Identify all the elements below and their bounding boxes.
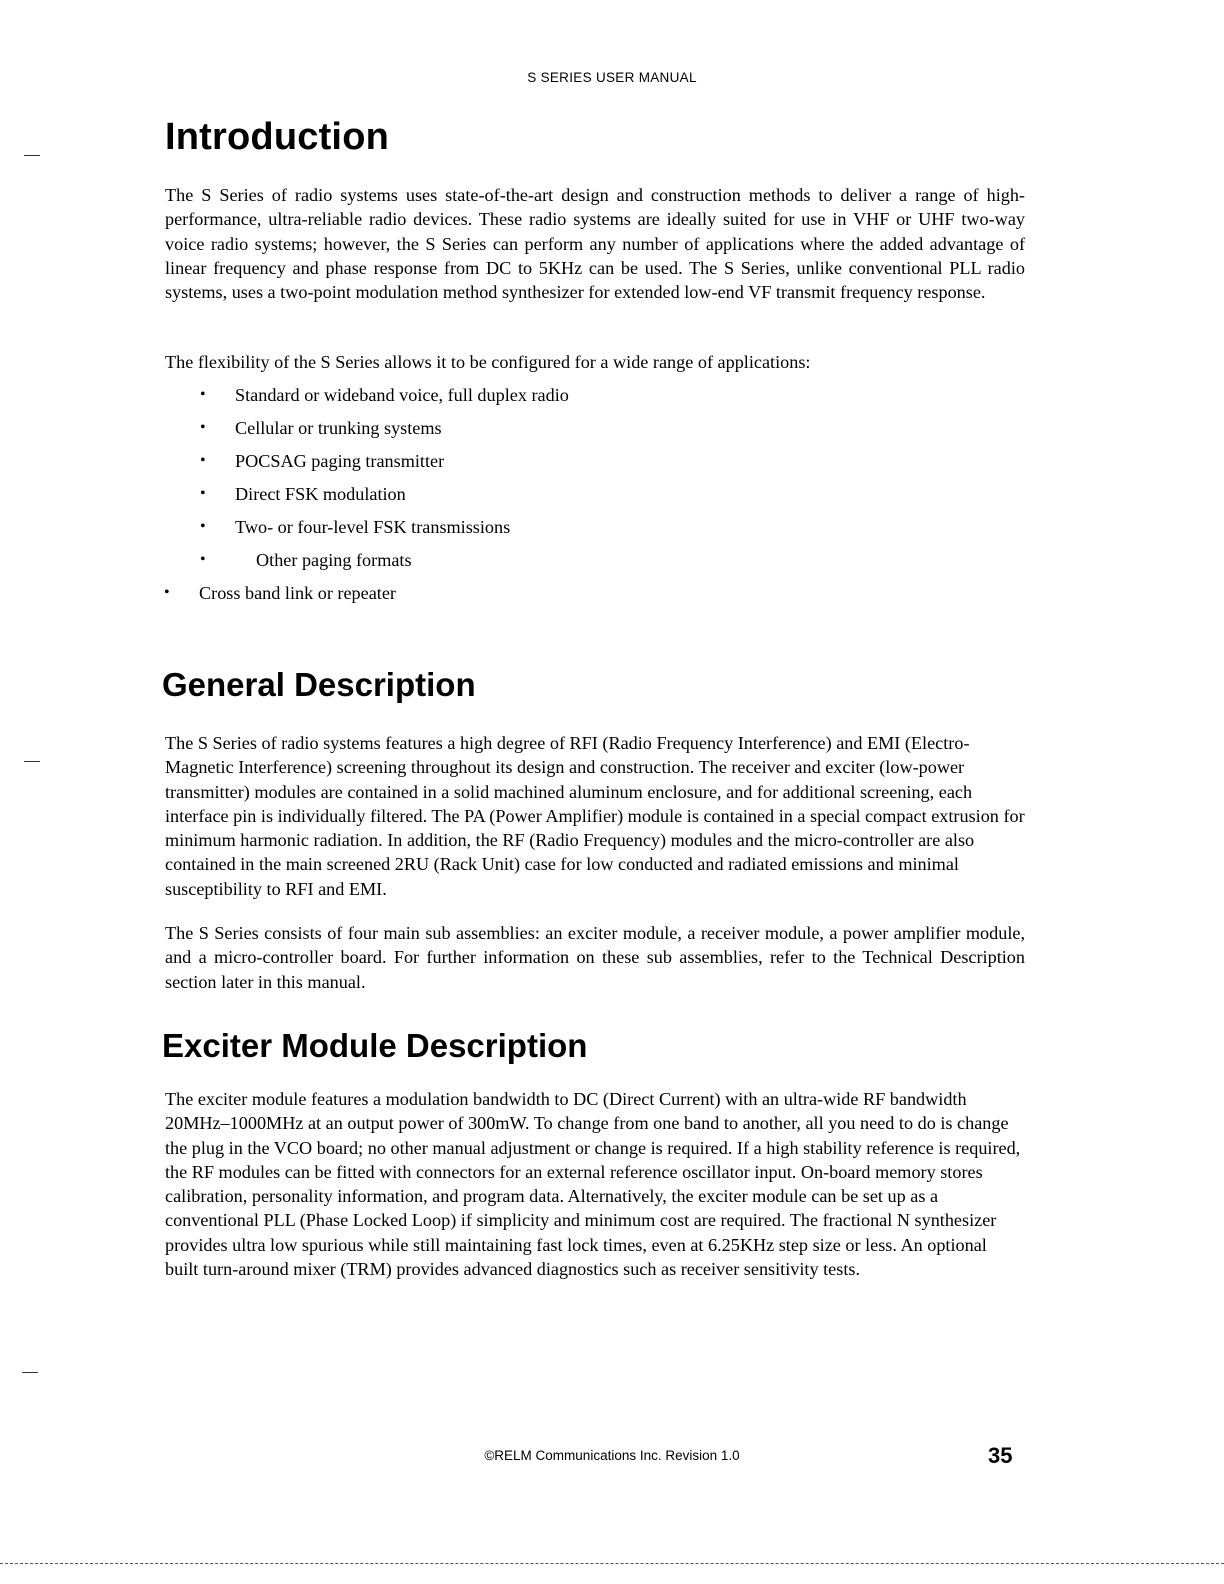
bullet-icon: • bbox=[200, 419, 206, 436]
list-item bbox=[200, 548, 800, 581]
introduction-heading: Introduction bbox=[165, 116, 390, 158]
running-header: S SERIES USER MANUAL bbox=[527, 70, 697, 85]
exciter-module-paragraph-1: The exciter module features a modulation bandwidth to DC (Direct Current) with an ultra-wide RF bandwidth 20MHz–1000MHz at an output power of 300mW. To change from one band to another, all you need to do is change the plug in the VCO board; no other manual adjustment or change is required. If a high stability reference is required, the RF modules can be fitted with connectors for an external reference oscillator input. On-board memory stores calibration, personality information, and program data. Alternatively, the exciter module can be set up as a conventional PLL (Phase Locked Loop) if simplicity and minimum cost are required. The fractional N synthesizer provides ultra low spurious while still maintaining fast lock times, even at 6.25KHz step size or less. An optional built turn-around mixer (TRM) provides advanced diagnostics such as receiver sensitivity tests. bbox=[165, 1089, 1021, 1280]
list-item bbox=[200, 416, 800, 449]
margin-mark bbox=[24, 155, 40, 156]
general-description-paragraph-1: The S Series of radio systems features a high degree of RFI (Radio Frequency Interference) and EMI (Electro-Magnetic Interference) screening throughout its design and construction. The receiver and exciter (low-power transmitter) modules are contained in a solid machined aluminum enclosure, and for additional screening, each interface pin is individually filtered. The PA (Power Amplifier) module is contained in a special compact extrusion for minimum harmonic radiation. In addition, the RF (Radio Frequency) modules and the micro-controller are also contained in the main screened 2RU (Rack Unit) case for low conducted and radiated emissions and minimal susceptibility to RFI and EMI. bbox=[165, 733, 1025, 899]
general-description-heading: General Description bbox=[162, 666, 476, 703]
page-number: 35 bbox=[988, 1443, 1013, 1468]
list-item-text: Cross band link or repeater bbox=[199, 583, 396, 603]
bullet-icon: • bbox=[200, 518, 206, 535]
list-item-text: Other paging formats bbox=[256, 550, 412, 570]
list-item-text: Standard or wideband voice, full duplex radio bbox=[235, 385, 569, 405]
list-item bbox=[200, 482, 800, 515]
bullet-icon: • bbox=[200, 386, 206, 403]
list-item bbox=[164, 581, 764, 614]
list-item bbox=[200, 515, 800, 548]
general-description-paragraph-2: The S Series consists of four main sub assemblies: an exciter module, a receiver module, a power amplifier module, and a micro-controller board. For further information on these sub assemblies, refer to the Technical Description section later in this manual. bbox=[165, 923, 1025, 992]
list-item-text: POCSAG paging transmitter bbox=[235, 451, 445, 471]
introduction-paragraph-2: The flexibility of the S Series allows it to be configured for a wide range of applications: bbox=[165, 352, 811, 372]
list-item bbox=[200, 449, 800, 482]
bullet-icon: • bbox=[200, 485, 206, 502]
list-item-text: Direct FSK modulation bbox=[235, 484, 406, 504]
bullet-icon: • bbox=[200, 452, 206, 469]
bullet-icon: • bbox=[200, 551, 206, 568]
bullet-icon: • bbox=[164, 584, 170, 601]
footer-copyright: ©RELM Communications Inc. Revision 1.0 bbox=[484, 1448, 740, 1463]
list-item bbox=[200, 383, 800, 416]
margin-mark bbox=[24, 761, 40, 762]
applications-list-continued bbox=[164, 581, 764, 614]
exciter-module-heading: Exciter Module Description bbox=[162, 1027, 588, 1064]
margin-mark bbox=[22, 1372, 38, 1373]
bottom-scan-line bbox=[0, 1563, 1224, 1564]
list-item-text: Two- or four-level FSK transmissions bbox=[235, 517, 511, 537]
introduction-paragraph-1: The S Series of radio systems uses state-of-the-art design and construction methods to deliver a range of high-performance, ultra-reliable radio devices. These radio systems are ideally suited for use in VHF or UHF two-way voice radio systems; however, the S Series can perform any number of applications where the added advantage of linear frequency and phase response from DC to 5KHz can be used. The S Series, unlike conventional PLL radio systems, uses a two-point modulation method synthesizer for extended low-end VF transmit frequency response. bbox=[165, 185, 1025, 303]
list-item-text: Cellular or trunking systems bbox=[235, 418, 442, 438]
applications-list bbox=[200, 383, 800, 581]
